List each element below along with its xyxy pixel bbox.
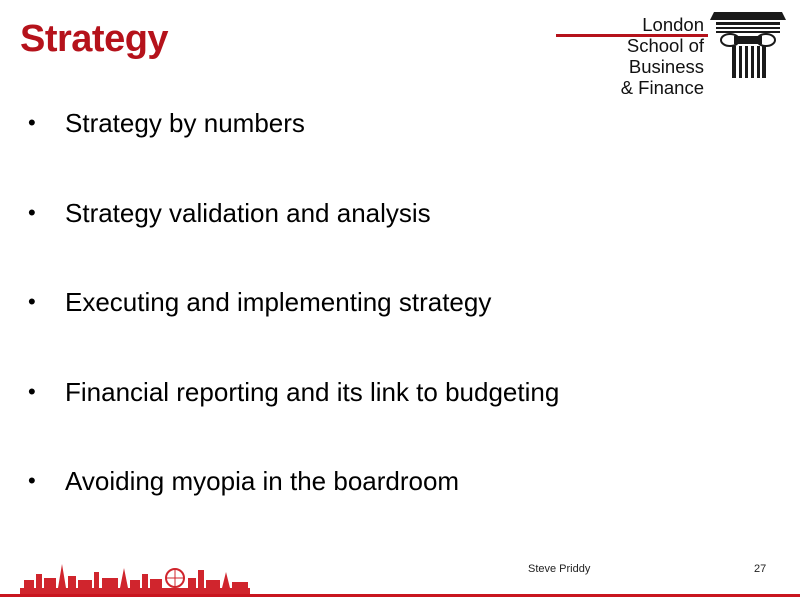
bullet-item [28, 462, 768, 552]
footer-rule [0, 594, 800, 597]
footer-author: Steve Priddy [528, 563, 591, 575]
logo-line-3: & Finance [620, 77, 704, 98]
classical-column-icon [710, 10, 786, 80]
page-number: 27 [754, 563, 767, 575]
bullet-marker: • [28, 378, 36, 404]
bullet-item [28, 194, 768, 284]
bullet-list [28, 104, 768, 552]
logo-line-1: London [642, 14, 704, 35]
bullet-text: Strategy by numbers [65, 108, 305, 138]
bullet-item [28, 104, 768, 194]
school-logo [556, 10, 788, 98]
bullet-text: Avoiding myopia in the boardroom [65, 466, 460, 496]
bullet-marker: • [28, 199, 36, 225]
bullet-item [28, 283, 768, 373]
bullet-text: Executing and implementing strategy [65, 287, 492, 317]
bullet-marker: • [28, 468, 36, 493]
bullet-text: Strategy validation and analysis [65, 197, 431, 228]
bullet-item [28, 373, 768, 463]
london-skyline-icon [20, 560, 250, 596]
slide-title: Strategy [20, 18, 169, 60]
bullet-text: Financial reporting and its link to budgeting [65, 376, 560, 407]
logo-wordmark [556, 14, 704, 98]
bullet-marker: • [28, 110, 36, 135]
bullet-marker: • [28, 289, 36, 314]
logo-line-2: School of Business [626, 35, 704, 77]
